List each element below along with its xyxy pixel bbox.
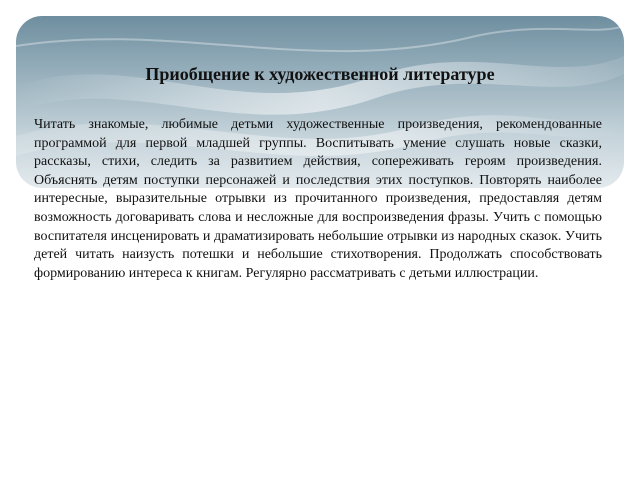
slide-body-text: Читать знакомые, любимые детьми художественные произведения, рекомендованные программой для первой младшей группы. Воспитывать умение слушать новые сказки, рассказы, стихи, следить за развитием действия, сопереживать героям произведения. Объяснять детям поступки персонажей и последствия этих поступков. Повторять наиболее интересные, выразительные отрывки из прочитанного произведения, предоставляя детям возможность договаривать слова и несложные для воспроизведения фразы. Учить с помощью воспитателя инсценировать и драматизировать небольшие отрывки из народных сказок. Учить детей читать наизусть потешки и небольшие стихотворения. Продолжать способствовать формированию интереса к книгам. Регулярно рассматривать с детьми иллюстрации. [34, 117, 602, 281]
slide-title: Приобщение к художественной литературе [145, 64, 495, 84]
